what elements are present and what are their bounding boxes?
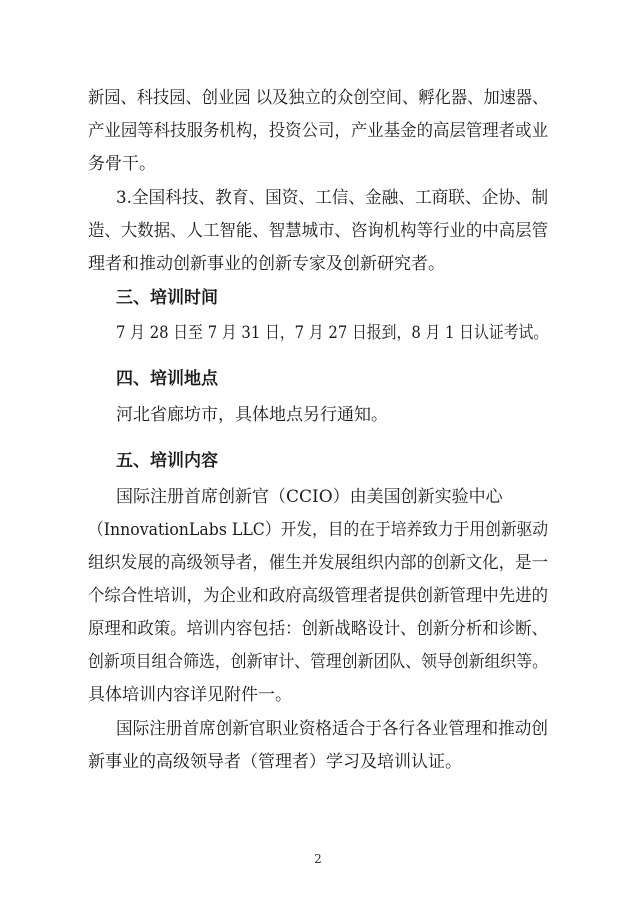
p5-line-4: 个综合性培训，为企业和政府高级管理者提供创新管理中先进的 [88,586,548,606]
p3-line-1: 7 月 28 日至 7 月 31 日，7 月 27 日报到，8 月 1 日认证考试。 [116,323,549,343]
p5-line-2: （InnovationLabs LLC）开发，目的在于培养致力于用创新驱动 [88,520,549,540]
p1-line-2: 产业园等科技服务机构，投资公司，产业基金的高层管理者或业 [88,121,548,141]
p6-line-2: 新事业的高级领导者（管理者）学习及培训认证。 [88,752,462,772]
section-heading-training-location: 四、培训地点 [116,369,218,389]
p5-line-3: 组织发展的高级领导者，催生并发展组织内部的创新文化，是一 [88,553,548,573]
section-heading-training-content: 五、培训内容 [116,451,218,471]
p2-line-3: 理者和推动创新事业的创新专家及创新研究者。 [88,254,445,274]
page-number: 2 [314,852,322,866]
p1-line-3: 务骨干。 [88,154,156,174]
p6-line-1: 国际注册首席创新官职业资格适合于各行各业管理和推动创 [116,719,548,739]
p5-line-6: 创新项目组合筛选，创新审计、管理创新团队、领导创新组织等。 [88,652,548,672]
section-heading-training-time: 三、培训时间 [116,288,218,308]
p5-line-7: 具体培训内容详见附件一。 [88,685,292,705]
p1-line-1: 新园、科技园、创业园 以及独立的众创空间、孵化器、加速器、 [88,88,549,108]
p2-line-2: 造、大数据、人工智能、智慧城市、咨询机构等行业的中高层管 [88,221,548,241]
p2-line-1: 3.全国科技、教育、国资、工信、金融、工商联、企协、制 [116,188,549,208]
p4-line-1: 河北省廊坊市，具体地点另行通知。 [116,405,388,425]
p5-line-1: 国际注册首席创新官（CCIO）由美国创新实验中心 [116,487,503,507]
p5-line-5: 原理和政策。培训内容包括：创新战略设计、创新分析和诊断、 [88,619,548,639]
